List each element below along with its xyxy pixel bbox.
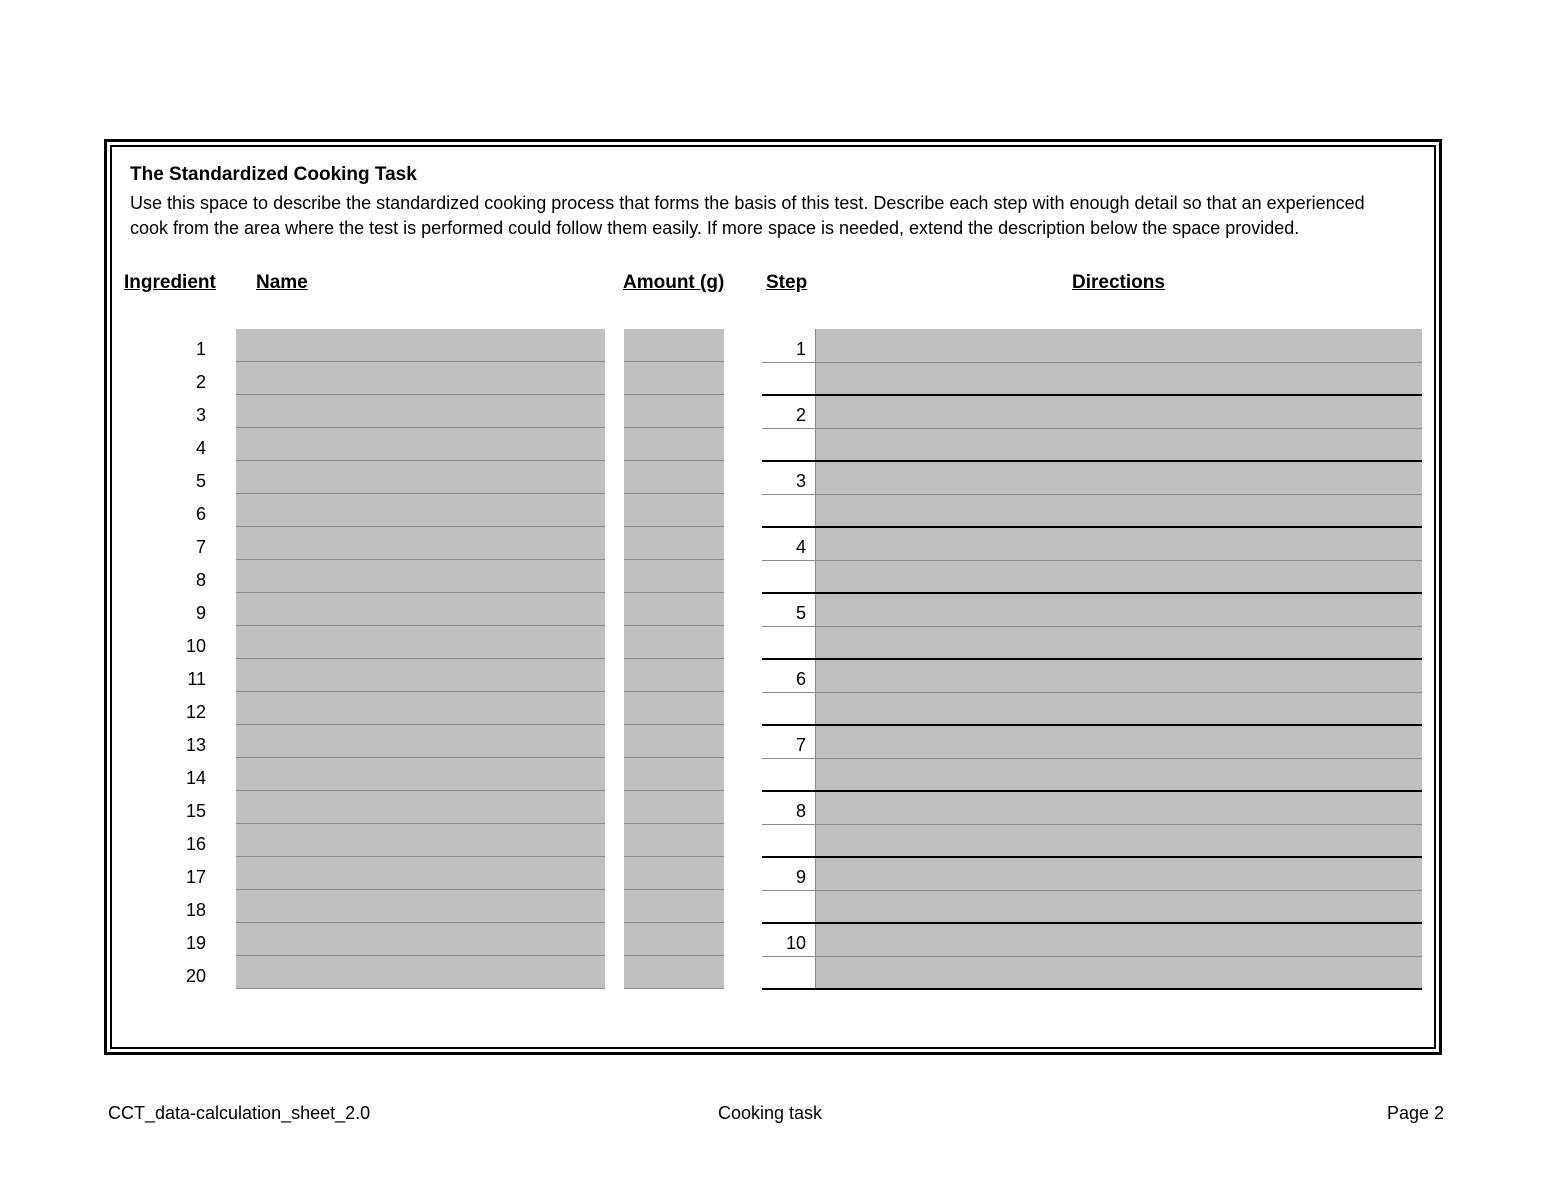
ingredient-amount-field[interactable] — [624, 659, 724, 692]
ingredient-name-field[interactable] — [236, 428, 605, 461]
ingredient-number: 11 — [187, 669, 206, 689]
step-directions-field[interactable] — [816, 791, 1422, 857]
ingredient-number: 2 — [195, 372, 206, 392]
ingredient-name-field[interactable] — [236, 824, 605, 857]
step-number: 9 — [795, 867, 806, 887]
ingredient-number: 6 — [195, 504, 206, 524]
header-amount: Amount (g) — [623, 272, 725, 293]
ingredient-number: 7 — [195, 537, 206, 557]
ingredient-name-field[interactable] — [236, 593, 605, 626]
step-number: 6 — [795, 669, 806, 689]
ingredient-name-field[interactable] — [236, 692, 605, 725]
ingredient-number: 4 — [195, 438, 206, 458]
step-number: 10 — [785, 933, 806, 953]
ingredient-amount-field[interactable] — [624, 329, 724, 362]
step-number: 3 — [795, 471, 806, 491]
step-directions-field[interactable] — [816, 725, 1422, 791]
ingredient-number: 19 — [185, 933, 206, 953]
ingredient-name-field[interactable] — [236, 527, 605, 560]
ingredient-amount-field[interactable] — [624, 725, 724, 758]
ingredient-amount-field[interactable] — [624, 857, 724, 890]
step-number: 5 — [795, 603, 806, 623]
ingredient-number: 9 — [195, 603, 206, 623]
ingredient-number: 16 — [185, 834, 206, 854]
step-directions-field[interactable] — [816, 329, 1422, 395]
ingredient-number: 17 — [185, 867, 206, 887]
ingredient-name-field[interactable] — [236, 791, 605, 824]
ingredient-number: 10 — [185, 636, 206, 656]
footer-document-id: CCT_data-calculation_sheet_2.0 — [108, 1103, 371, 1123]
step-separator — [762, 988, 1422, 990]
ingredient-amount-field[interactable] — [624, 593, 724, 626]
ingredient-amount-field[interactable] — [624, 560, 724, 593]
ingredient-name-field[interactable] — [236, 494, 605, 527]
header-step: Step — [766, 272, 808, 293]
ingredient-name-field[interactable] — [236, 395, 605, 428]
section-title: The Standardized Cooking Task — [130, 164, 417, 185]
ingredient-name-field[interactable] — [236, 758, 605, 791]
ingredient-amount-field[interactable] — [624, 395, 724, 428]
step-directions-field[interactable] — [816, 659, 1422, 725]
step-number: 4 — [795, 537, 806, 557]
footer-page-number: Page 2 — [1386, 1103, 1444, 1123]
ingredient-number: 5 — [195, 471, 206, 491]
header-name: Name — [256, 272, 308, 293]
ingredient-number: 8 — [195, 570, 206, 590]
ingredient-amount-field[interactable] — [624, 956, 724, 989]
ingredient-amount-field[interactable] — [624, 791, 724, 824]
ingredient-name-field[interactable] — [236, 659, 605, 692]
ingredient-name-field[interactable] — [236, 956, 605, 989]
header-directions: Directions — [1072, 272, 1165, 293]
ingredient-amount-field[interactable] — [624, 890, 724, 923]
ingredient-name-field[interactable] — [236, 362, 605, 395]
ingredient-name-field[interactable] — [236, 725, 605, 758]
step-directions-field[interactable] — [816, 593, 1422, 659]
ingredient-number: 14 — [185, 768, 206, 788]
ingredient-name-field[interactable] — [236, 857, 605, 890]
ingredient-number: 13 — [185, 735, 206, 755]
ingredient-amount-field[interactable] — [624, 758, 724, 791]
step-directions-field[interactable] — [816, 461, 1422, 527]
ingredient-number: 12 — [185, 702, 206, 722]
step-directions-field[interactable] — [816, 527, 1422, 593]
ingredient-number: 1 — [195, 339, 206, 359]
step-number: 8 — [795, 801, 806, 821]
ingredient-amount-field[interactable] — [624, 692, 724, 725]
footer-section-name: Cooking task — [718, 1103, 823, 1123]
ingredient-number: 20 — [185, 966, 206, 986]
ingredient-amount-field[interactable] — [624, 494, 724, 527]
ingredient-number: 3 — [195, 405, 206, 425]
ingredient-amount-field[interactable] — [624, 626, 724, 659]
ingredient-name-field[interactable] — [236, 923, 605, 956]
ingredient-number: 15 — [185, 801, 206, 821]
step-number: 1 — [795, 339, 806, 359]
step-directions-field[interactable] — [816, 857, 1422, 923]
ingredient-number: 18 — [185, 900, 206, 920]
ingredient-amount-field[interactable] — [624, 923, 724, 956]
ingredient-amount-field[interactable] — [624, 824, 724, 857]
ingredient-amount-field[interactable] — [624, 527, 724, 560]
ingredient-amount-field[interactable] — [624, 362, 724, 395]
section-description: Use this space to describe the standardized cooking process that forms the basis of this test. Describe each step with enough detail so that an experienced cook from the area where the test is performed could follow them easily. If more space is needed, extend the description below the space provided. — [130, 193, 1365, 238]
header-ingredient: Ingredient — [124, 272, 216, 293]
ingredient-name-field[interactable] — [236, 560, 605, 593]
ingredient-name-field[interactable] — [236, 461, 605, 494]
step-directions-field[interactable] — [816, 395, 1422, 461]
ingredient-amount-field[interactable] — [624, 461, 724, 494]
ingredient-name-field[interactable] — [236, 626, 605, 659]
ingredient-name-field[interactable] — [236, 329, 605, 362]
step-number: 7 — [795, 735, 806, 755]
step-number: 2 — [795, 405, 806, 425]
step-directions-field[interactable] — [816, 923, 1422, 989]
ingredient-amount-field[interactable] — [624, 428, 724, 461]
ingredient-name-field[interactable] — [236, 890, 605, 923]
